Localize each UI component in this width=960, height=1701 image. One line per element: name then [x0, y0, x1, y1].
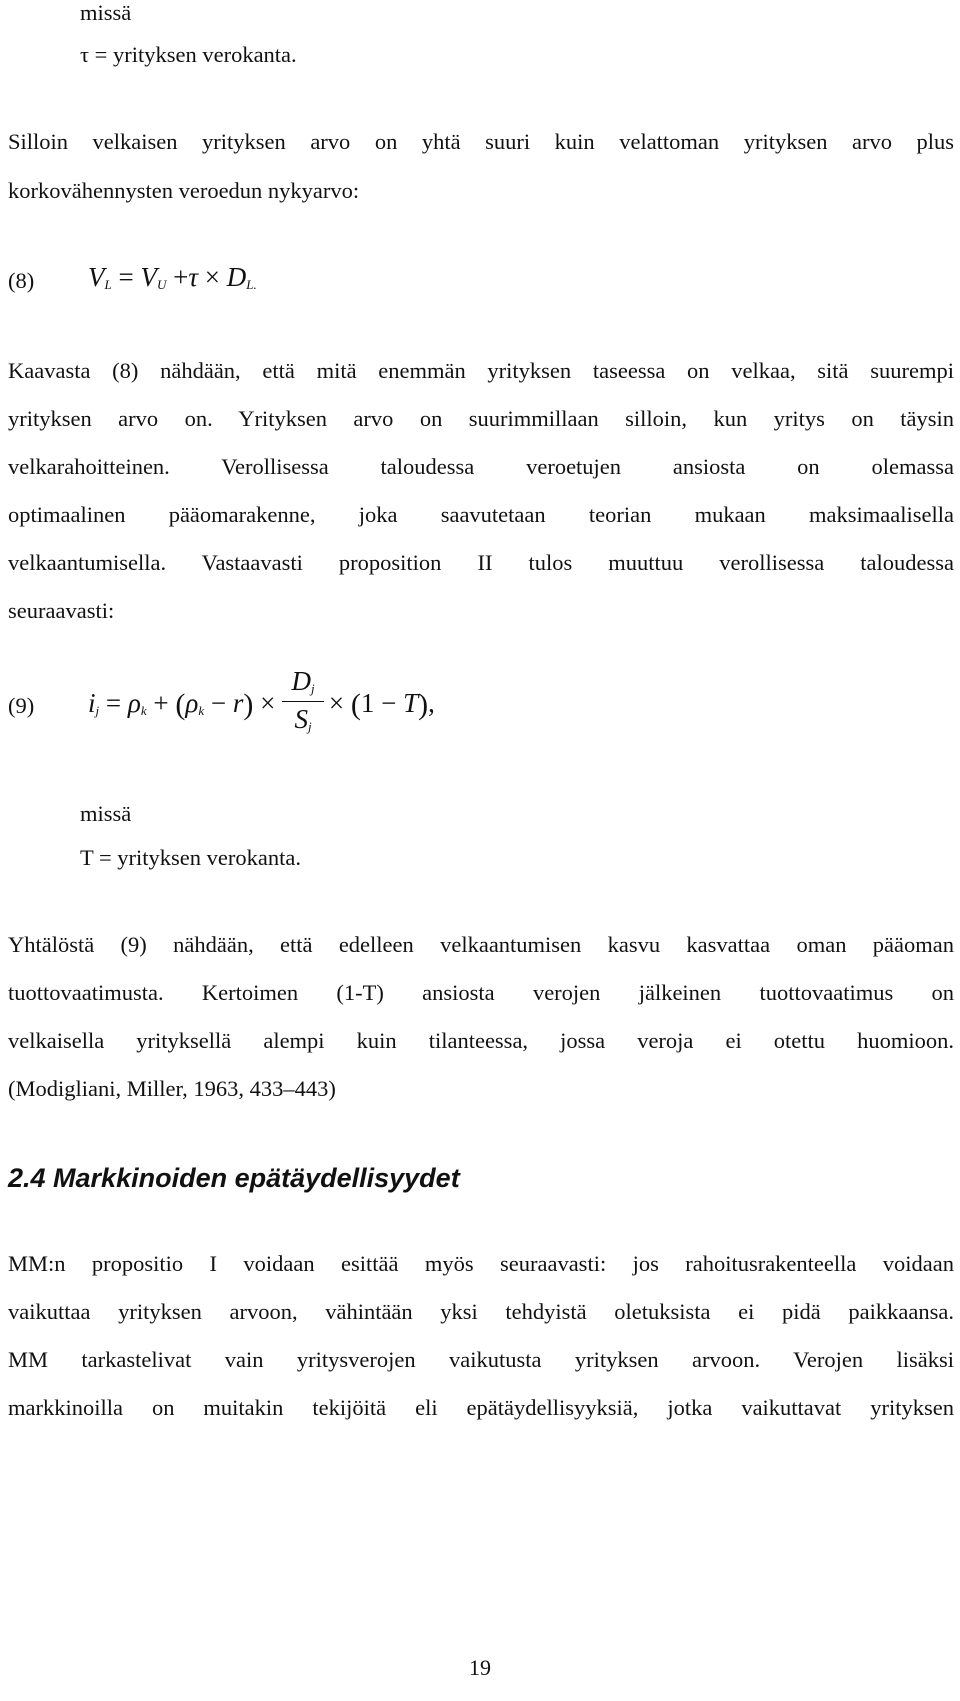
- eq-subscript: L: [104, 277, 112, 292]
- eq-comma: ,: [428, 688, 435, 718]
- eq-symbol: V: [140, 262, 157, 292]
- eq-operator: +: [173, 262, 189, 292]
- eq-operator: −: [210, 688, 227, 718]
- equation-9: [88, 686, 435, 720]
- page-number: 19: [469, 1655, 491, 1680]
- equation-number: (8): [8, 268, 35, 293]
- eq-subscript: U: [156, 277, 167, 292]
- eq-paren: ): [418, 688, 429, 721]
- eq-subscript: L.: [246, 277, 257, 292]
- eq-operator: ×: [328, 688, 345, 718]
- fraction-numerator: Dj: [291, 666, 315, 696]
- eq-subscript: j: [95, 703, 100, 718]
- paragraph-line: velkaantumisella. Vastaavasti proposition II tulos muuttuu verollisessa taloudessa: [8, 550, 954, 575]
- eq-symbol: r: [232, 688, 244, 718]
- paragraph-line: (Modigliani, Miller, 1963, 433–443): [8, 1076, 336, 1101]
- eq-subscript: k: [140, 703, 147, 718]
- paragraph-line: vaikuttaa yrityksen arvoon, vähintään yksi tehdyistä oletuksista ei pidä paikkaansa.: [8, 1299, 954, 1324]
- eq-symbol: V: [88, 262, 105, 292]
- paragraph-line: Silloin velkaisen yrityksen arvo on yhtä suuri kuin velattoman yrityksen arvo plus: [8, 129, 954, 154]
- eq-symbol: i: [88, 688, 96, 718]
- eq-paren: ): [243, 688, 254, 721]
- paragraph-line: optimaalinen pääomarakenne, joka saavutetaan teorian mukaan maksimaalisella: [8, 502, 954, 527]
- eq-symbol: D: [226, 262, 247, 292]
- equation-number: (9): [8, 693, 35, 718]
- eq-symbol: ρ: [185, 688, 199, 718]
- paragraph-line: Kaavasta (8) nähdään, että mitä enemmän yrityksen taseessa on velkaa, sitä suurempi: [8, 358, 954, 383]
- eq-symbol: 1: [360, 688, 375, 718]
- eq-paren: (: [175, 688, 186, 721]
- eq-operator: ×: [260, 688, 276, 718]
- equation-8: [88, 262, 257, 293]
- eq-operator: =: [105, 688, 122, 718]
- section-heading: 2.4 Markkinoiden epätäydellisyydet: [8, 1163, 460, 1193]
- eq-symbol: ρ: [127, 688, 141, 718]
- where-label: missä: [80, 0, 132, 25]
- eq-operator: ×: [204, 262, 220, 292]
- where-definition: T = yrityksen verokanta.: [80, 845, 301, 870]
- paragraph-line: tuottovaatimusta. Kertoimen (1-T) ansiosta verojen jälkeinen tuottovaatimus on: [8, 980, 954, 1005]
- paragraph-line: markkinoilla on muitakin tekijöitä eli epätäydellisyyksiä, jotka vaikuttavat yrityksen: [8, 1395, 954, 1420]
- eq-paren: (: [350, 688, 361, 721]
- paragraph-line: velkarahoitteinen. Verollisessa taloudessa veroetujen ansiosta on olemassa: [8, 454, 954, 479]
- eq-operator: =: [118, 262, 134, 292]
- paragraph-line: MM:n propositio I voidaan esittää myös seuraavasti: jos rahoitusrakenteella voidaan: [8, 1251, 954, 1276]
- where-label: missä: [80, 801, 132, 826]
- paragraph-line: korkovähennysten veroedun nykyarvo:: [8, 178, 360, 203]
- paragraph-line: Yhtälöstä (9) nähdään, että edelleen velkaantumisen kasvu kasvattaa oman pääoman: [8, 932, 954, 957]
- eq-operator: +: [153, 688, 169, 718]
- paragraph-line: yrityksen arvo on. Yrityksen arvo on suurimmillaan silloin, kun yritys on täysin: [8, 406, 954, 431]
- fraction-bar: [282, 701, 324, 702]
- where-definition: τ = yrityksen verokanta.: [80, 42, 297, 67]
- paragraph-line: velkaisella yrityksellä alempi kuin tilanteessa, jossa veroja ei otettu huomioon.: [8, 1028, 954, 1053]
- paragraph-line: MM tarkastelivat vain yritysverojen vaikutusta yrityksen arvoon. Verojen lisäksi: [8, 1347, 954, 1372]
- eq-symbol: τ: [188, 262, 199, 292]
- eq-symbol: T: [403, 688, 419, 718]
- eq-operator: −: [381, 688, 397, 718]
- paragraph-line: seuraavasti:: [8, 598, 115, 623]
- eq-subscript: k: [198, 703, 205, 718]
- fraction-denominator: Sj: [294, 704, 312, 734]
